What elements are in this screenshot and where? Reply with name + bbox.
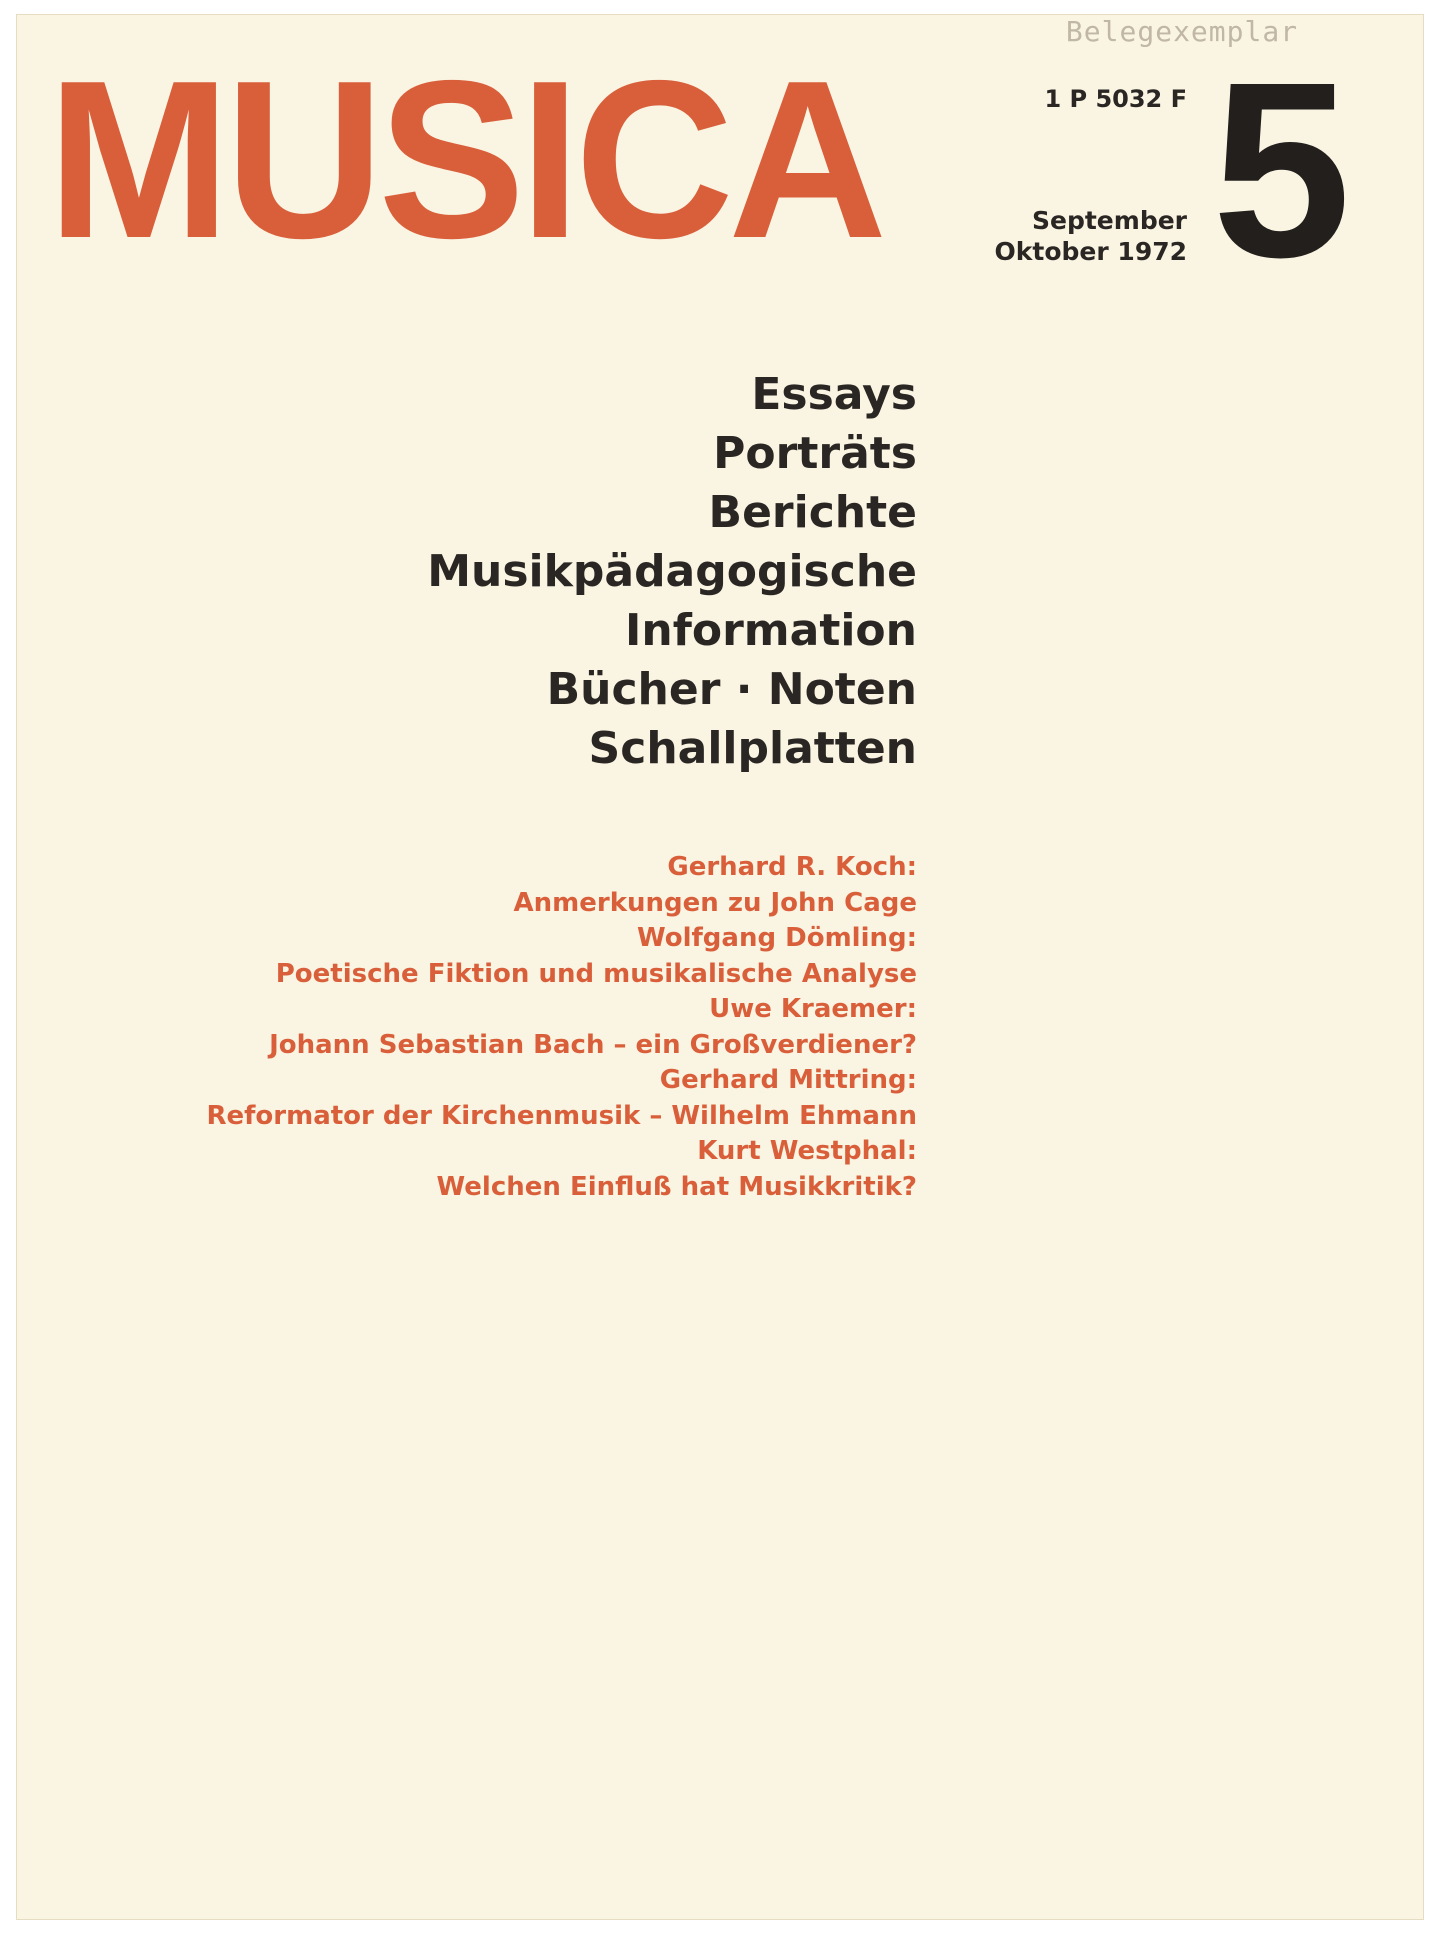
issue-code: 1 P 5032 F [1044, 85, 1187, 113]
entry-title: Welchen Einfluß hat Musikkritik? [436, 1171, 917, 1202]
section-item: Bücher · Noten [546, 664, 917, 715]
magazine-cover [16, 14, 1424, 1920]
entry-author: Gerhard R. Koch: [667, 852, 917, 882]
contents-entry [77, 850, 917, 921]
entry-author: Gerhard Mittring: [659, 1065, 917, 1095]
contents-entry [77, 1134, 917, 1205]
entry-title: Johann Sebastian Bach – ein Großverdiener? [269, 1029, 917, 1060]
section-item: Musikpädagogische [427, 546, 917, 597]
section-item: Berichte [708, 487, 917, 538]
contents-entry [77, 1063, 917, 1134]
entry-title: Poetische Fiktion und musikalische Analyse [275, 958, 917, 989]
issue-period: Oktober 1972 [994, 237, 1187, 266]
section-item: Information [625, 605, 917, 656]
section-item: Essays [751, 369, 917, 420]
entry-title: Anmerkungen zu John Cage [513, 887, 917, 918]
sample-copy-stamp: Belegexemplar [1065, 15, 1299, 48]
issue-date [957, 205, 1187, 267]
contents-entry [77, 921, 917, 992]
entry-author: Uwe Kraemer: [709, 994, 917, 1024]
contents-entry [77, 992, 917, 1063]
entry-author: Kurt Westphal: [697, 1136, 917, 1166]
entry-author: Wolfgang Dömling: [636, 923, 917, 953]
section-item: Porträts [713, 428, 917, 479]
section-list [217, 365, 917, 778]
issue-number: 5 [1212, 30, 1352, 309]
contents-list [77, 850, 917, 1205]
issue-months: September [1032, 206, 1187, 235]
entry-title: Reformator der Kirchenmusik – Wilhelm Ehmann [206, 1100, 917, 1131]
magazine-title: MUSICA [47, 33, 882, 285]
section-item: Schallplatten [588, 723, 917, 774]
